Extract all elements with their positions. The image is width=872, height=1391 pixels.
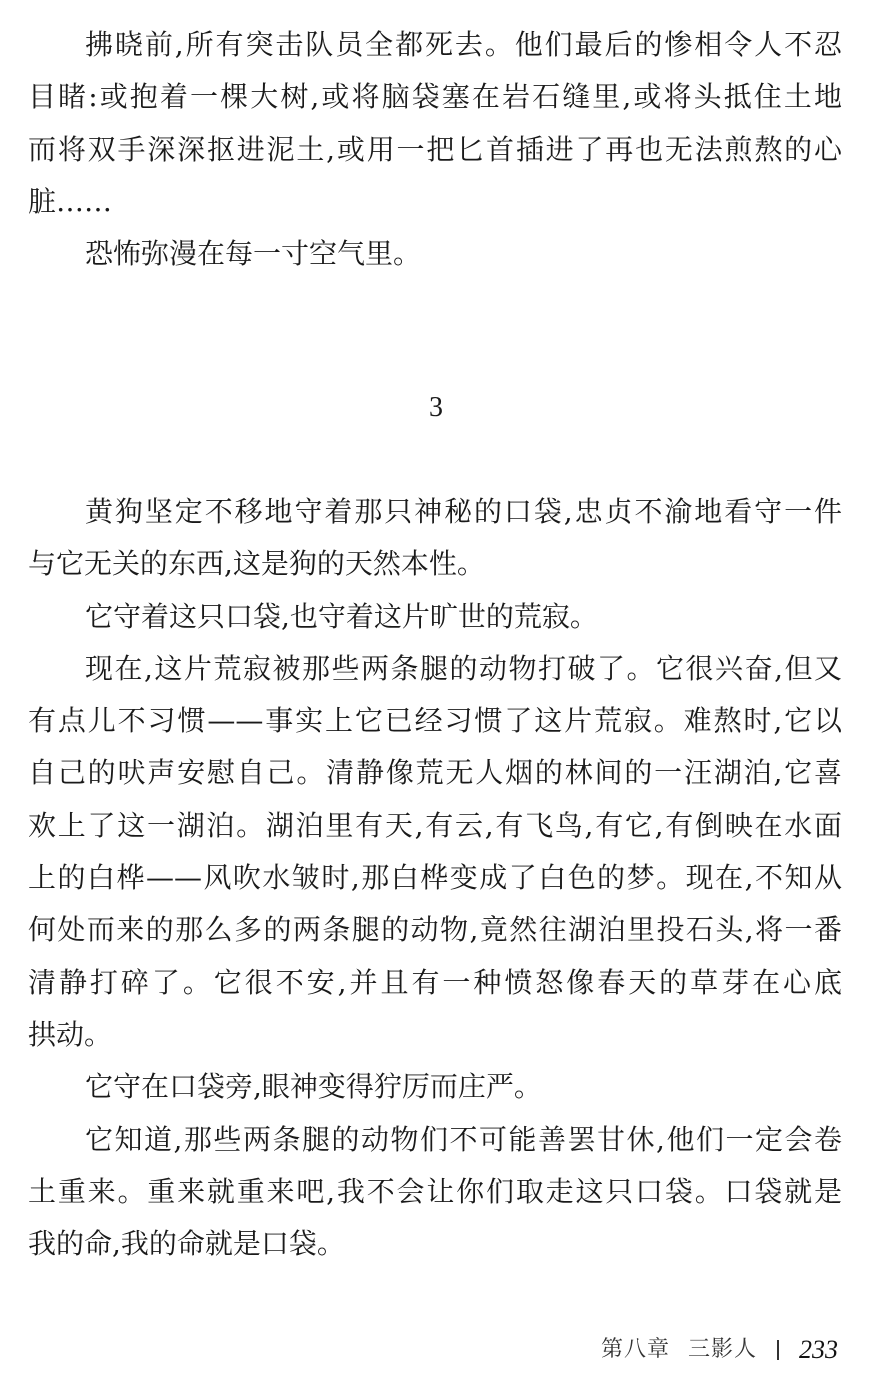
paragraph	[28, 591, 842, 643]
chapter-title: 三影人	[687, 1337, 757, 1362]
text-line: 拂晓前,所有突击队员全都死去。他们最后的惨相令人不忍	[85, 28, 842, 61]
text-line: 与它无关的东西,这是狗的天然本性。	[28, 547, 485, 581]
text-line: 现在,这片荒寂被那些两条腿的动物打破了。它很兴奋,但又	[85, 651, 842, 685]
text-line: 何处而来的那么多的两条腿的动物,竟然往湖泊里投石头,将一番	[28, 913, 842, 947]
text-line: 目睹:或抱着一棵大树,或将脑袋塞在岩石缝里,或将头抵住土地	[28, 80, 842, 114]
paragraph	[28, 228, 842, 280]
text-line: 它知道,那些两条腿的动物们不可能善罢甘休,他们一定会卷	[85, 1122, 842, 1156]
text-line: 我的命,我的命就是口袋。	[28, 1227, 345, 1261]
text-line: 有点儿不习惯——事实上它已经习惯了这片荒寂。难熬时,它以	[28, 704, 842, 738]
text-line: 恐怖弥漫在每一寸空气里。	[85, 237, 422, 271]
paragraph	[28, 1061, 842, 1113]
chapter-label: 第八章	[600, 1337, 670, 1362]
text-line: 清静打碎了。它很不安,并且有一种愤怒像春天的草芽在心底	[28, 965, 842, 999]
text-line: 欢上了这一湖泊。湖泊里有天,有云,有飞鸟,有它,有倒映在水面	[28, 808, 842, 842]
paragraph	[28, 1114, 842, 1271]
section-1-body	[28, 19, 842, 280]
text-line: 黄狗坚定不移地守着那只神秘的口袋,忠贞不渝地看守一件	[85, 495, 842, 528]
text-line: 上的白桦——风吹水皱时,那白桦变成了白色的梦。现在,不知从	[28, 861, 842, 895]
text-line: 而将双手深深抠进泥土,或用一把匕首插进了再也无法煎熬的心	[28, 132, 842, 166]
text-line: 它守在口袋旁,眼神变得狞厉而庄严。	[85, 1070, 542, 1104]
page-number: 233	[799, 1335, 838, 1364]
text-line: 它守着这只口袋,也守着这片旷世的荒寂。	[85, 599, 598, 633]
paragraph	[28, 643, 842, 1061]
text-line: 土重来。重来就重来吧,我不会让你们取走这只口袋。口袋就是	[28, 1174, 842, 1208]
section-heading: 3	[429, 392, 443, 423]
text-line: 脏……	[28, 184, 113, 218]
footer-divider	[777, 1340, 779, 1360]
text-line: 自己的吠声安慰自己。清静像荒无人烟的林间的一汪湖泊,它喜	[28, 756, 842, 790]
paragraph	[28, 486, 842, 591]
page-footer	[601, 1334, 838, 1366]
section-2-body	[28, 486, 842, 1270]
paragraph	[28, 19, 842, 228]
text-line: 拱动。	[28, 1017, 113, 1051]
